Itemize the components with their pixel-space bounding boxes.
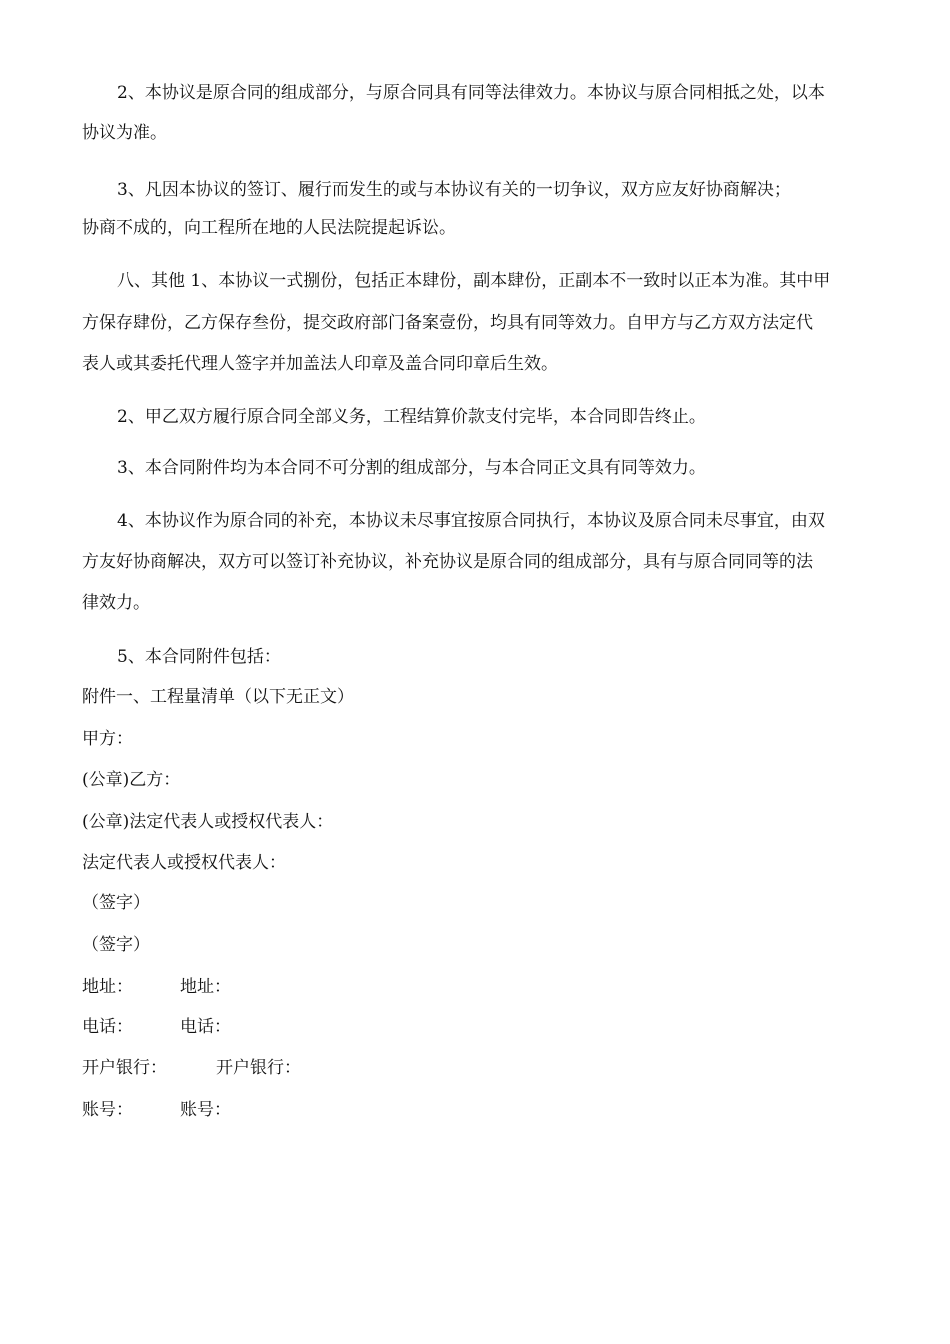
phone-b-label: 电话：	[180, 1017, 231, 1037]
section-8-clause-4-line-3: 律效力。	[82, 593, 150, 613]
section-8-clause-3: 3、本合同附件均为本合同不可分割的组成部分，与本合同正文具有同等效力。	[117, 458, 706, 478]
address-a-label: 地址：	[82, 977, 133, 997]
section-8-clause-2: 2、甲乙双方履行原合同全部义务，工程结算价款支付完毕，本合同即告终止。	[117, 407, 706, 427]
attachment-list: 附件一、工程量清单（以下无正文）	[82, 687, 354, 707]
section-8-clause-4-line-1: 4、本协议作为原合同的补充，本协议未尽事宜按原合同执行，本协议及原合同未尽事宜，由双	[117, 511, 825, 531]
clause-2-line-1: 2、本协议是原合同的组成部分，与原合同具有同等法律效力。本协议与原合同相抵之处，以本	[117, 83, 825, 103]
section-8-clause-4-line-2: 方友好协商解决，双方可以签订补充协议，补充协议是原合同的组成部分，具有与原合同同等的法	[82, 552, 813, 572]
bank-a-label: 开户银行：	[82, 1058, 167, 1078]
clause-2-line-2: 协议为准。	[82, 123, 167, 143]
signature-label-2: （签字）	[82, 935, 150, 955]
phone-a-label: 电话：	[82, 1017, 133, 1037]
section-8-line-1: 八、其他 1、本协议一式捌份，包括正本肆份，副本肆份，正副本不一致时以正本为准。其中甲	[117, 271, 831, 291]
bank-b-label: 开户银行：	[216, 1058, 301, 1078]
party-a-label: 甲方：	[82, 729, 133, 749]
seal-party-b-label: (公章)乙方：	[82, 770, 181, 790]
representative-label: 法定代表人或授权代表人：	[82, 853, 286, 873]
section-8-line-2: 方保存肆份，乙方保存叁份，提交政府部门备案壹份，均具有同等效力。自甲方与乙方双方法定代	[82, 313, 813, 333]
section-8-line-3: 表人或其委托代理人签字并加盖法人印章及盖合同印章后生效。	[82, 354, 558, 374]
section-8-clause-5: 5、本合同附件包括：	[117, 647, 281, 667]
address-b-label: 地址：	[180, 977, 231, 997]
clause-3-line-2: 协商不成的，向工程所在地的人民法院提起诉讼。	[82, 218, 456, 238]
account-a-label: 账号：	[82, 1100, 133, 1120]
account-b-label: 账号：	[180, 1100, 231, 1120]
signature-label-1: （签字）	[82, 893, 150, 913]
seal-representative-label: (公章)法定代表人或授权代表人：	[82, 812, 334, 832]
clause-3-line-1: 3、凡因本协议的签订、履行而发生的或与本协议有关的一切争议，双方应友好协商解决；	[117, 180, 791, 200]
